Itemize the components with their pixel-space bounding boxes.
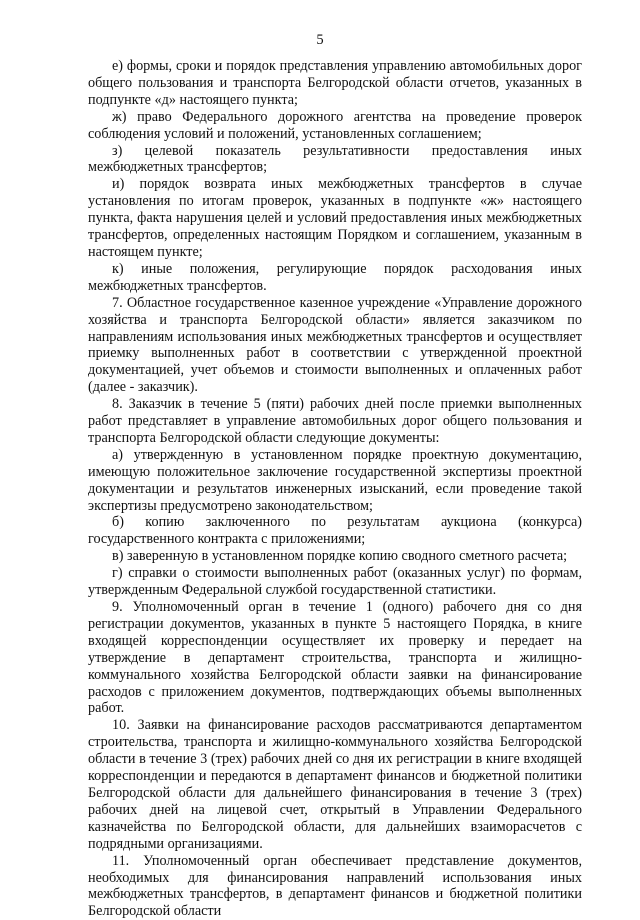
paragraph-subitem-zh: ж) право Федерального дорожного агентства на проведение проверок соблюдения условий и положений, установленных соглашением; — [88, 108, 582, 142]
paragraph-subitem-a: а) утвержденную в установленном порядке проектную документацию, имеющую положительное заключение государственной экспертизы проектной документации и результатов инженерных изысканий, если проведение такой экспертизы предусмотрено законодательством; — [88, 446, 582, 514]
paragraph-subitem-k: к) иные положения, регулирующие порядок расходования иных межбюджетных трансфертов. — [88, 260, 582, 294]
paragraph-subitem-v: в) заверенную в установленном порядке копию сводного сметного расчета; — [112, 548, 568, 565]
paragraph-subitem-z: з) целевой показатель результативности предоставления иных межбюджетных трансфертов; — [88, 142, 582, 176]
paragraph-subitem-b: б) копию заключенного по результатам аукциона (конкурса) государственного контракта с приложениями; — [88, 514, 582, 548]
page-number: 5 — [316, 32, 324, 48]
paragraph-item-8: 8. Заказчик в течение 5 (пяти) рабочих дней после приемки выполненных работ представляет в управление автомобильных дорог общего пользования и транспорта Белгородской области следующие документы: — [88, 396, 582, 446]
paragraph-item-7: 7. Областное государственное казенное учреждение «Управление дорожного хозяйства и транспорта Белгородской области» является заказчиком по направлениям использования иных межбюджетных трансфертов и осуществляет приемку выполненных работ в соответствии с утвержденной проектной документацией, учет объемов и стоимости выполненных и оплаченных работ (далее - заказчик). — [88, 294, 582, 396]
paragraph-subitem-i: и) порядок возврата иных межбюджетных трансфертов в случае установления по итогам проверок, указанных в подпункте «ж» настоящего пункта, факта нарушения целей и условий предоставления иных межбюджетных трансфертов, определенных настоящим Порядком и соглашением, указанным в настоящем пункте; — [88, 176, 582, 260]
paragraph-item-9: 9. Уполномоченный орган в течение 1 (одного) рабочего дня со дня регистрации документов, указанных в пункте 5 настоящего Порядка, в книге входящей корреспонденции осуществляет их проверку и передает на утверждение в департамент строительства, транспорта и жилищно-коммунального хозяйства Белгородской области заявки на финансирование расходов с приложением документов, подтверждающих объемы выполненных работ. — [88, 599, 582, 717]
paragraph-item-11: 11. Уполномоченный орган обеспечивает представление документов, необходимых для финансирования направлений использования иных межбюджетных трансфертов, в департамент финансов и бюджетной политики Белгородской области — [88, 852, 582, 920]
paragraph-subitem-e: е) формы, сроки и порядок представления управлению автомобильных дорог общего пользования и транспорта Белгородской области отчетов, указанных в подпункте «д» настоящего пункта; — [88, 58, 582, 108]
document-body — [88, 58, 582, 920]
paragraph-subitem-g: г) справки о стоимости выполненных работ (оказанных услуг) по формам, утвержденным Федеральной службой государственной статистики. — [88, 565, 582, 599]
paragraph-item-10: 10. Заявки на финансирование расходов рассматриваются департаментом строительства, транспорта и жилищно-коммунального хозяйства Белгородской области в течение 3 (трех) рабочих дней со дня их регистрации в книге входящей корреспонденции и передаются в департамент финансов и бюджетной политики Белгородской области для дальнейшего финансирования в течение 3 (трех) рабочих дней на лицевой счет, открытый в Управлении Федерального казначейства по Белгородской области, для дальнейших взаиморасчетов с подрядными организациями. — [88, 717, 582, 852]
